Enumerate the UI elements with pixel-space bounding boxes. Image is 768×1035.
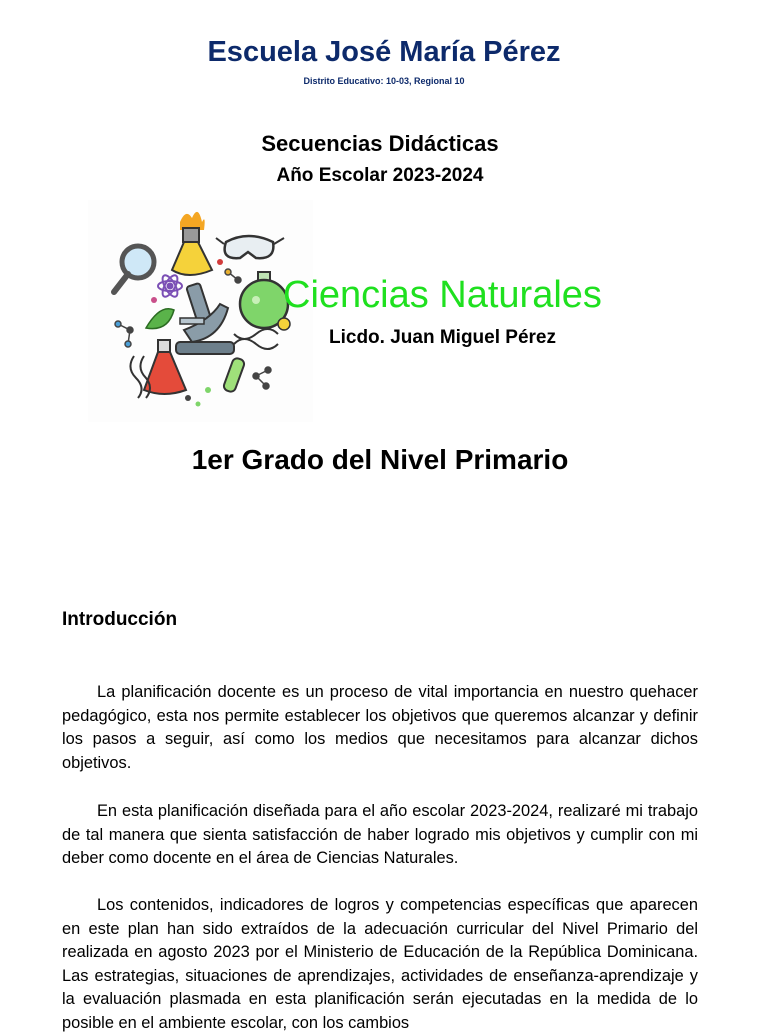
school-title: Escuela José María Pérez: [207, 36, 561, 68]
introduction-heading: Introducción: [62, 609, 178, 630]
district-subtitle: Distrito Educativo: 10-03, Regional 10: [303, 76, 465, 86]
introduction-paragraph: La planificación docente es un proceso de vital importancia en nuestro quehacer pedagógico, esta nos permite establecer los objetivos que queremos alcanzar y definir los pasos a seguir, así como los medios que necesitamos para alcanzar dichos objetivos.: [62, 683, 698, 772]
grade-title: 1er Grado del Nivel Primario: [191, 444, 569, 475]
sequence-title: Secuencias Didácticas: [261, 131, 499, 156]
science-illustration: [88, 200, 313, 422]
introduction-paragraph: En esta planificación diseñada para el año escolar 2023-2024, realizaré mi trabajo de tal manera que sienta satisfacción de haber logrado mis objetivos y cumplir con mi deber como docente en el área de Ciencias Naturales.: [62, 802, 698, 868]
subject-title: Ciencias Naturales: [283, 274, 602, 316]
teacher-name: Licdo. Juan Miguel Pérez: [329, 327, 556, 348]
school-year: Año Escolar 2023-2024: [276, 165, 484, 186]
introduction-paragraph: Los contenidos, indicadores de logros y competencias específicas que aparecen en este plan han sido extraídos de la adecuación curricular del Nivel Primario del realizada en agosto 2023 por el Ministerio de Educación de la República Dominicana. Las estrategias, situaciones de aprendizajes, actividades de enseñanza-aprendizaje y la evaluación plasmada en esta planificación serán ejecutadas en la medida de lo posible en el ambiente escolar, con los cambios: [62, 896, 698, 1032]
